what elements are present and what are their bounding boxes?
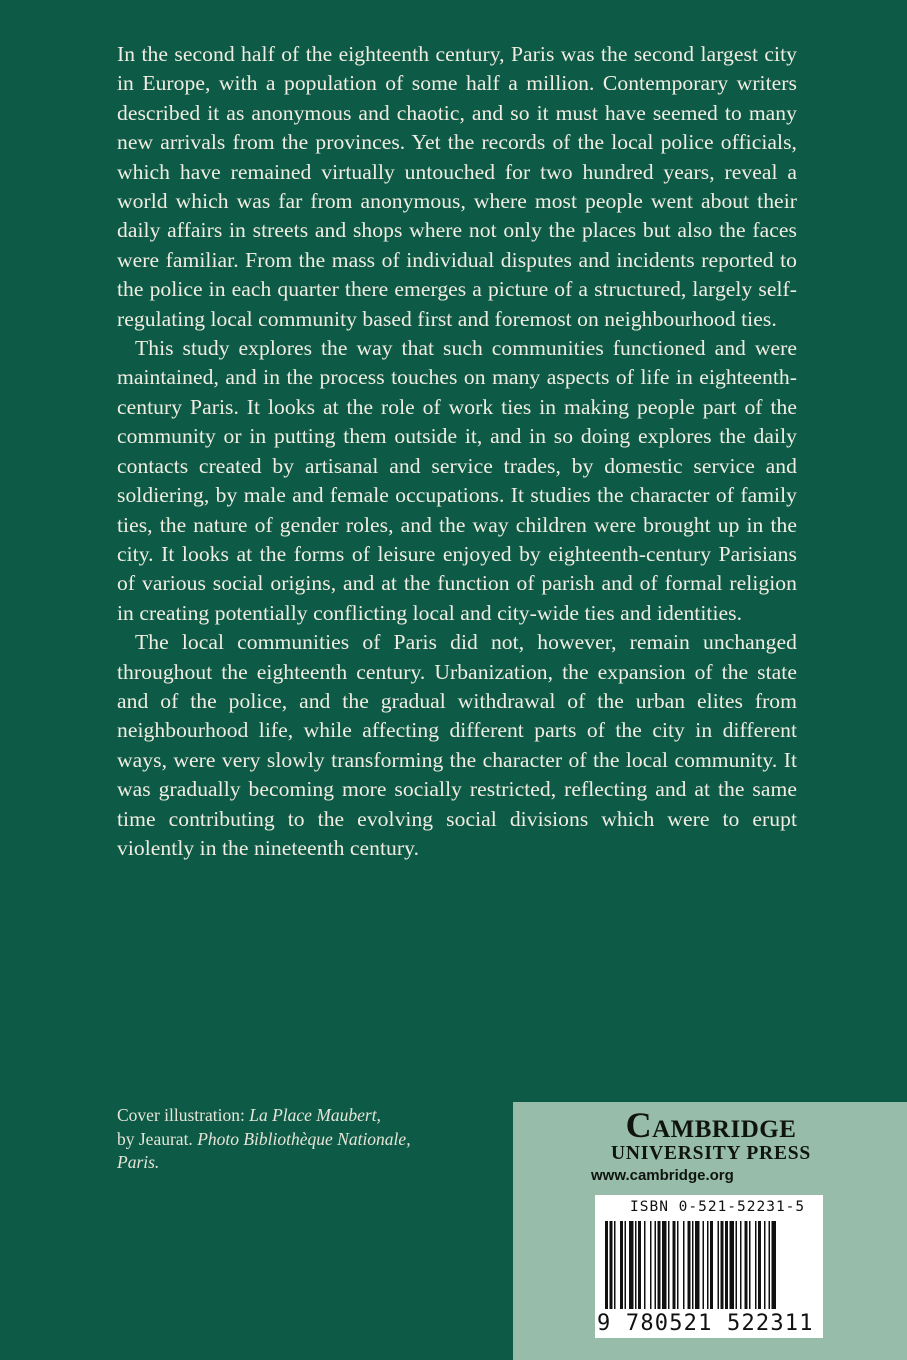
barcode-digits: 9 780521 522311 bbox=[597, 1311, 814, 1336]
publisher-box bbox=[513, 1102, 907, 1360]
publisher-name: Cambridge bbox=[625, 1105, 797, 1145]
back-cover-blurb bbox=[117, 40, 797, 863]
blurb-paragraph-3: The local communities of Paris did not, however, remain unchanged throughout the eighteenth century. Urbanization, the expansion of the state and of the police, and the gradual withdrawal of the urban elites from neighbourhood life, while affecting different parts of the city in different ways, were very slowly transforming the character of the local community. It was gradually becoming more socially restricted, reflecting and at the same time contributing to the evolving social divisions which were to erupt violently in the nineteenth century. bbox=[117, 630, 797, 860]
credit-prefix: Cover illustration: bbox=[117, 1105, 250, 1125]
barcode-panel bbox=[595, 1195, 823, 1338]
publisher-url: www.cambridge.org bbox=[591, 1167, 734, 1184]
cover-illustration-credit bbox=[117, 1104, 437, 1175]
blurb-paragraph-2: This study explores the way that such communities functioned and were maintained, and in the process touches on many aspects of life in eighteenth-century Paris. It looks at the role of work ties in making people part of the community or in putting them outside it, and in so doing explores the daily contacts created by artisanal and service trades, by domestic service and soldiering, by male and female occupations. It studies the character of family ties, the nature of gender roles, and the way children were brought up in the city. It looks at the forms of leisure enjoyed by eighteenth-century Parisians of various social origins, and at the function of parish and of formal religion in creating potentially conflicting local and city-wide ties and identities. bbox=[117, 336, 797, 625]
publisher-subtitle: UNIVERSITY PRESS bbox=[610, 1143, 812, 1164]
credit-photo: Photo Bibliothèque Nationale, Paris. bbox=[117, 1128, 411, 1172]
isbn-label: ISBN 0-521-52231-5 bbox=[630, 1199, 806, 1215]
credit-title: La Place Maubert, bbox=[249, 1105, 381, 1125]
blurb-paragraph-1: In the second half of the eighteenth century, Paris was the second largest city in Europe, with a population of some half a million. Contemporary writers described it as anonymous and chaotic, and so it must have seemed to many new arrivals from the provinces. Yet the records of the local police officials, which have remained virtually untouched for two hundred years, reveal a world which was far from anonymous, where most people went about their daily affairs in streets and shops where not only the places but also the faces were familiar. From the mass of individual disputes and incidents reported to the police in each quarter there emerges a picture of a structured, largely self-regulating local community based first and foremost on neighbourhood ties. bbox=[117, 42, 797, 331]
credit-by: by Jeaurat. bbox=[117, 1128, 198, 1149]
